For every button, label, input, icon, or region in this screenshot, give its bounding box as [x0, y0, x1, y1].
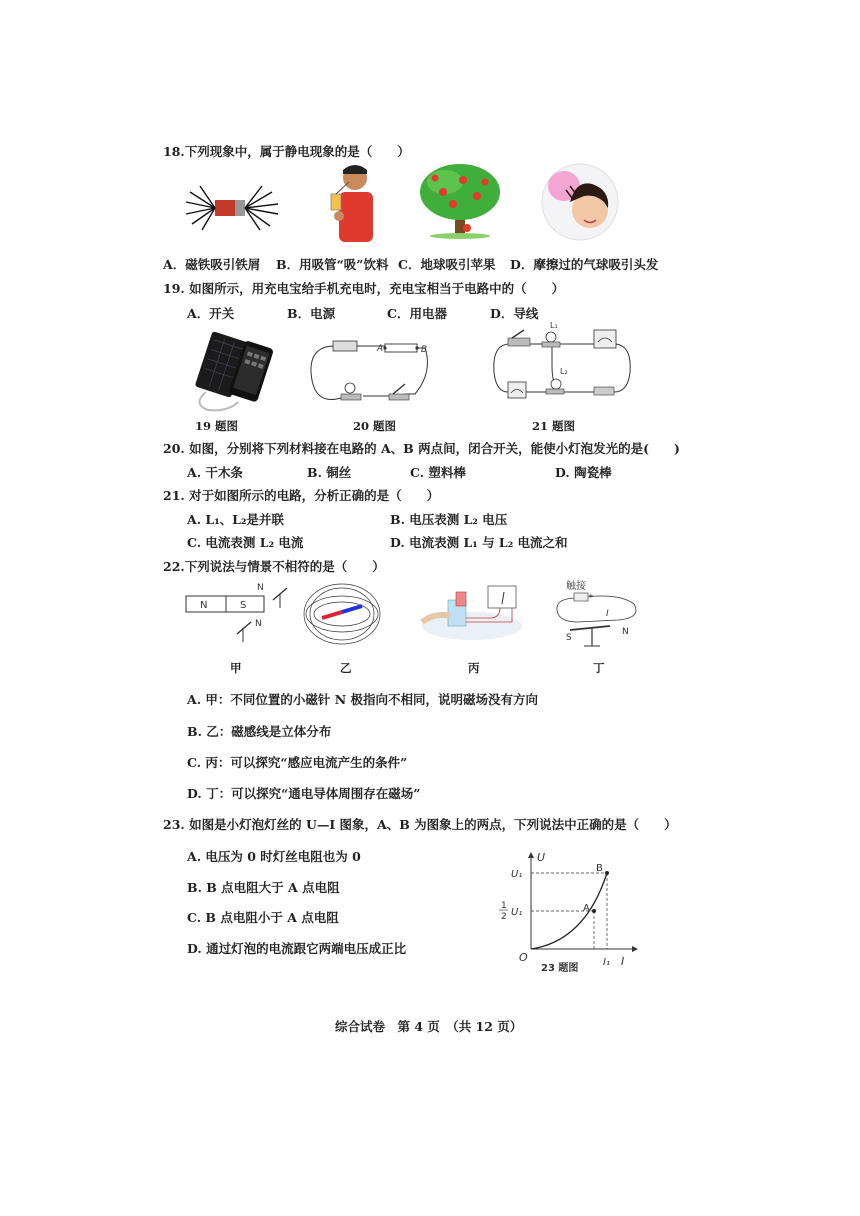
- balloon-hair-image: [540, 162, 620, 242]
- q20-option-d: D. 陶瓷棒: [555, 465, 612, 480]
- q18-option-b: B．用吸管“吸”饮料: [276, 257, 389, 272]
- current-i-label: I: [606, 609, 609, 619]
- q21-option-c: C. 电流表测 L₂ 电流: [187, 535, 304, 550]
- half-numerator: 1: [501, 901, 507, 911]
- induction-experiment-image: [420, 582, 525, 642]
- i1-label: I₁: [603, 957, 610, 968]
- q22-option-a: A. 甲：不同位置的小磁针 N 极指向不相同，说明磁场没有方向: [187, 692, 539, 707]
- apple-tree-image: [415, 162, 505, 240]
- caption-yi: 乙: [340, 661, 352, 675]
- q23-option-b: B. B 点电阻大于 A 点电阻: [187, 880, 340, 895]
- bar-magnet-diagram: [185, 578, 295, 648]
- needle-s-label: S: [566, 633, 572, 643]
- q22-stem: 22.下列说法与情景不相符的是（ ）: [163, 559, 385, 574]
- needle-n-label: N: [622, 627, 629, 637]
- q18-option-a: A．磁铁吸引铁屑: [163, 257, 261, 272]
- q23-option-c: C. B 点电阻小于 A 点电阻: [187, 910, 339, 925]
- i-axis-label: I: [621, 955, 625, 968]
- magnetic-field-lines-3d: [302, 580, 382, 650]
- point-b-label: B: [596, 863, 603, 874]
- oersted-experiment-diagram: [548, 578, 648, 650]
- point-b-label: B: [421, 345, 428, 355]
- lamp-l2-label: L₂: [560, 367, 568, 376]
- point-b: [605, 871, 609, 875]
- circuit-21-diagram: [490, 322, 640, 417]
- caption-fig19: 19 题图: [195, 419, 239, 433]
- u1-label: U₁: [511, 869, 523, 880]
- circuit-20-diagram: [305, 332, 435, 414]
- q20-option-c: C. 塑料棒: [410, 465, 466, 480]
- point-a-label: A: [583, 903, 590, 914]
- q22-option-b: B. 乙：磁感线是立体分布: [187, 724, 332, 739]
- u-axis-label: U: [537, 851, 546, 864]
- q22-option-c: C. 丙：可以探究“感应电流产生的条件”: [187, 755, 408, 770]
- origin-label: O: [519, 951, 528, 964]
- q21-option-b: B. 电压表测 L₂ 电压: [390, 512, 508, 527]
- q21-option-d: D. 电流表测 L₁ 与 L₂ 电流之和: [390, 535, 568, 550]
- caption-jia: 甲: [230, 661, 242, 675]
- magnet-s-label: S: [240, 600, 247, 611]
- lamp-l1-label: L₁: [550, 322, 558, 330]
- ui-curve-graph: [495, 845, 645, 975]
- point-a: [592, 909, 596, 913]
- q20-stem: 20. 如图，分别将下列材料接在电路的 A、B 两点间，闭合开关，能使小灯泡发光的是( ): [163, 441, 680, 456]
- half-denominator: 2: [501, 912, 507, 922]
- caption-fig23: 23 题图: [541, 963, 579, 974]
- caption-fig21: 21 题图: [532, 419, 576, 433]
- q19-stem: 19. 如图所示，用充电宝给手机充电时，充电宝相当于电路中的（ ）: [163, 281, 565, 296]
- q18-stem: 18.下列现象中，属于静电现象的是（ ）: [163, 144, 410, 159]
- q19-option-d: D．导线: [490, 306, 539, 321]
- svg-text:+: +: [588, 592, 594, 600]
- point-a-label: A: [377, 344, 384, 354]
- q19-option-c: C．用电器: [387, 306, 447, 321]
- q20-option-a: A. 干木条: [187, 465, 243, 480]
- magnet-iron-filings-image: [180, 180, 285, 235]
- caption-ding: 丁: [593, 661, 605, 675]
- caption-fig20: 20 题图: [353, 419, 397, 433]
- needle-top-n-label: N: [257, 583, 264, 593]
- q22-option-d: D. 丁：可以探究“通电导体周围存在磁场”: [187, 786, 421, 801]
- boy-drinking-image: [325, 160, 380, 245]
- q19-option-b: B．电源: [287, 306, 336, 321]
- q19-option-a: A．开关: [187, 306, 235, 321]
- q21-option-a: A. L₁、L₂是并联: [187, 512, 284, 527]
- touch-label: 触接: [566, 581, 586, 592]
- q21-stem: 21. 对于如图所示的电路，分析正确的是（ ）: [163, 488, 440, 503]
- needle-bottom-n-label: N: [255, 619, 262, 629]
- magnet-n-label: N: [200, 600, 208, 611]
- q18-option-d: D．摩擦过的气球吸引头发: [510, 257, 659, 272]
- caption-bing: 丙: [468, 661, 480, 675]
- q20-option-b: B. 铜丝: [307, 465, 352, 480]
- page-footer: 综合试卷 第 4 页 （共 12 页）: [335, 1019, 523, 1034]
- half-u1-label: U₁: [511, 907, 523, 918]
- q23-option-d: D. 通过灯泡的电流跟它两端电压成正比: [187, 941, 407, 956]
- q23-stem: 23. 如图是小灯泡灯丝的 U—I 图象，A、B 为图象上的两点，下列说法中正确的是（ ）: [163, 817, 677, 832]
- q18-option-c: C．地球吸引苹果: [398, 257, 496, 272]
- q23-option-a: A. 电压为 0 时灯丝电阻也为 0: [187, 849, 361, 864]
- powerbank-phone-image: [188, 332, 278, 414]
